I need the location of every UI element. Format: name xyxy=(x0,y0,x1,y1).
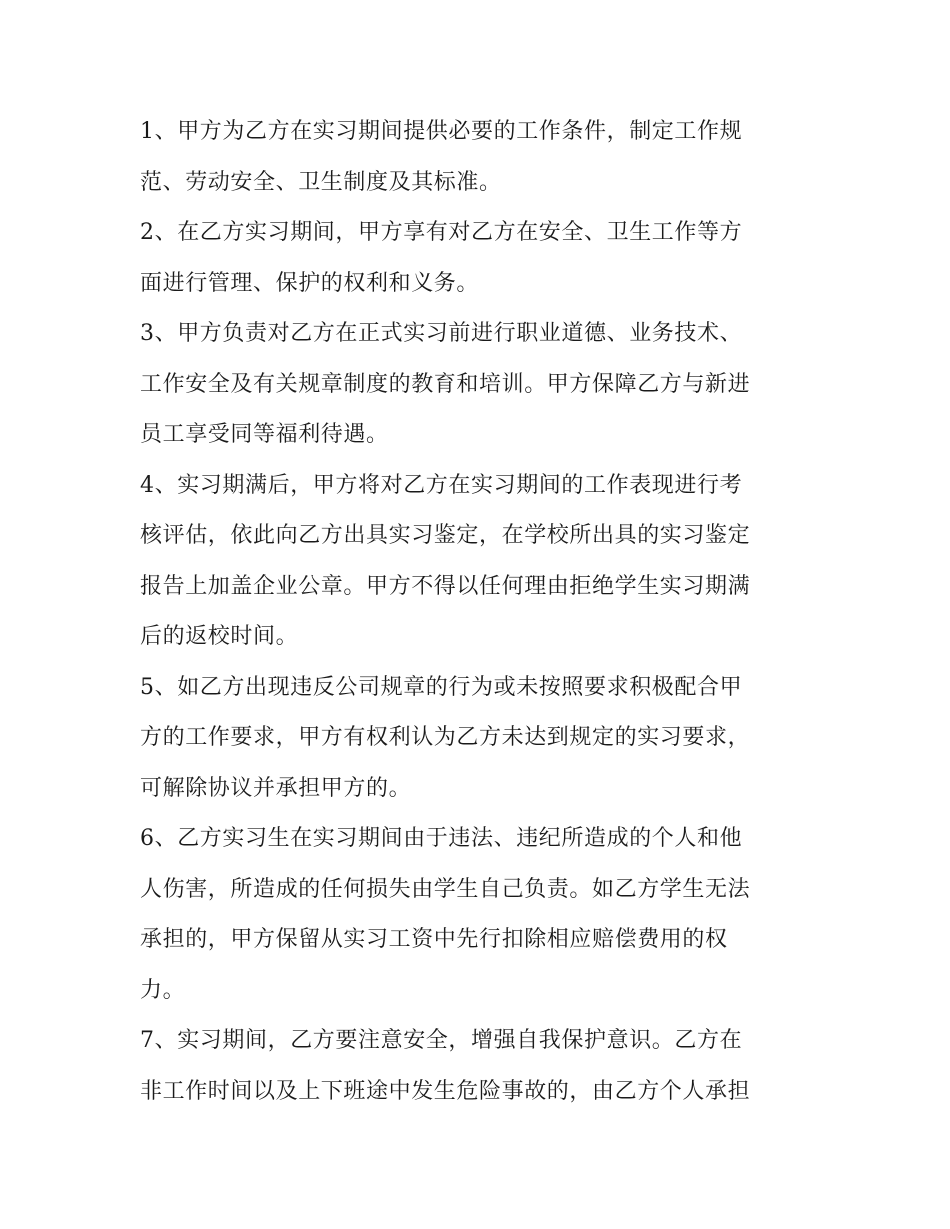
text-line: 核评估，依此向乙方出具实习鉴定，在学校所出具的实习鉴定 xyxy=(140,523,751,548)
text-line: 承担的，甲方保留从实习工资中先行扣除相应赔偿费用的权 xyxy=(140,927,728,952)
text-line: 5、如乙方出现违反公司规章的行为或未按照要求积极配合甲 xyxy=(140,674,743,700)
text-line: 面进行管理、保护的权利和义务。 xyxy=(140,270,480,296)
text-line: 1、甲方为乙方在实习期间提供必要的工作条件，制定工作规 xyxy=(140,119,743,144)
text-line: 力。 xyxy=(140,977,186,1003)
text-line: 7、实习期间，乙方要注意安全，增强自我保护意识。乙方在 xyxy=(140,1028,743,1053)
text-line: 3、甲方负责对乙方在正式实习前进行职业道德、业务技术、 xyxy=(140,321,743,346)
text-line: 6、乙方实习生在实习期间由于违法、违纪所造成的个人和他 xyxy=(140,826,743,851)
text-line: 2、在乙方实习期间，甲方享有对乙方在安全、卫生工作等方 xyxy=(140,220,743,245)
text-line: 工作安全及有关规章制度的教育和培训。甲方保障乙方与新进 xyxy=(140,371,751,397)
text-line: 范、劳动安全、卫生制度及其标准。 xyxy=(140,169,502,195)
text-line: 员工享受同等福利待遇。 xyxy=(140,422,389,447)
text-line: 方的工作要求，甲方有权利认为乙方未达到规定的实习要求， xyxy=(140,725,751,750)
text-line: 非工作时间以及上下班途中发生危险事故的，由乙方个人承担 xyxy=(140,1078,751,1104)
text-line: 4、实习期满后，甲方将对乙方在实习期间的工作表现进行考 xyxy=(140,472,743,498)
text-line: 后的返校时间。 xyxy=(140,624,299,649)
text-line: 人伤害，所造成的任何损失由学生自己负责。如乙方学生无法 xyxy=(140,876,751,902)
text-line: 报告上加盖企业公章。甲方不得以任何理由拒绝学生实习期满 xyxy=(140,573,751,599)
text-line: 可解除协议并承担甲方的。 xyxy=(140,775,412,801)
document-body xyxy=(140,107,820,1117)
